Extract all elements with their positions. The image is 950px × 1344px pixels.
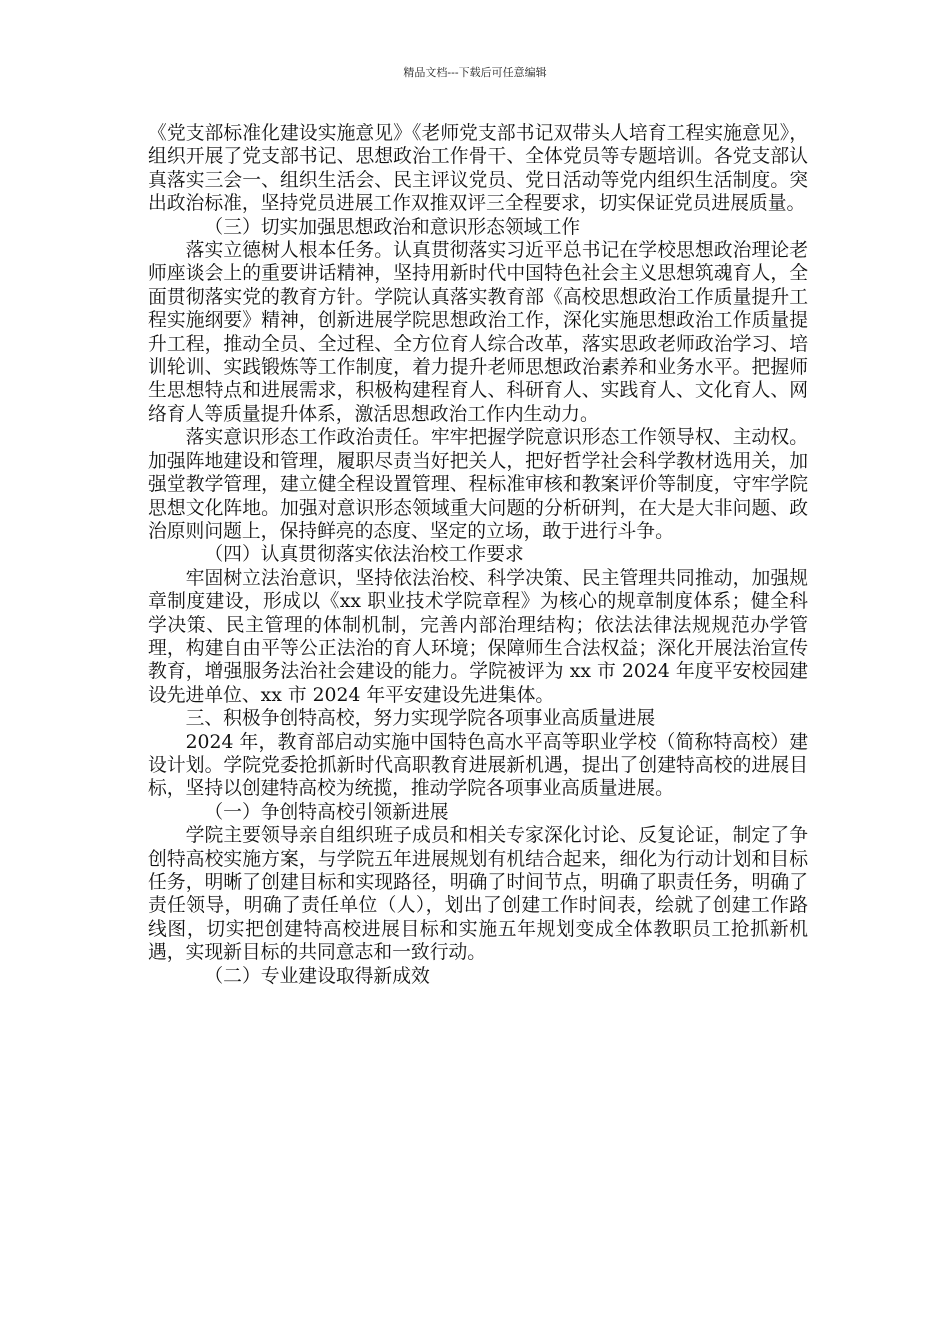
section-heading: （二）专业建设取得新成效 bbox=[204, 965, 430, 987]
chapter-heading: 三、积极争创特高校，努力实现学院各项事业高质量进展 bbox=[185, 708, 656, 730]
paragraph: 学院主要领导亲自组织班子成员和相关专家深化讨论、反复论证，制定了争创特高校实施方案，与学院五年进展规划有机结合起来，细化为行动计划和目标任务，明晰了创建目标和实现路径，明确了时间节点，明确了职责任务，明确了责任领导，明确了责任单位（人），划出了创建工作时间表，绘就了创建工作路线图，切实把创建特高校进展目标和实施五年规划变成全体教职员工抢抓新机遇，实现新目标的共同意志和一致行动。 bbox=[148, 825, 808, 964]
paragraph: 《党支部标准化建设实施意见》《老师党支部书记双带头人培育工程实施意见》，组织开展了党支部书记、思想政治工作骨干、全体党员等专题培训。各党支部认真落实三会一、组织生活会、民主评议党员、党日活动等党内组织生活制度。突出政治标准，坚持党员进展工作双推双评三全程要求，切实保证党员进展质量。 bbox=[148, 123, 808, 215]
section-heading: （一）争创特高校引领新进展 bbox=[204, 801, 449, 823]
paragraph: 落实意识形态工作政治责任。牢牢把握学院意识形态工作领导权、主动权。加强阵地建设和管理，履职尽责当好把关人，把好哲学社会科学教材选用关，加强堂教学管理，建立健全程设置管理、程标准审核和教案评价等制度，守牢学院思想文化阵地。加强对意识形态领域重大问题的分析研判，在大是大非问题、政治原则问题上，保持鲜亮的态度、坚定的立场，敢于进行斗争。 bbox=[148, 427, 808, 542]
paragraph: 2024 年，教育部启动实施中国特色高水平高等职业学校（简称特高校）建设计划。学院党委抢抓新时代高职教育进展新机遇，提出了创建特高校的进展目标，坚持以创建特高校为统揽，推动学院各项事业高质量进展。 bbox=[148, 731, 808, 800]
section-heading: （三）切实加强思想政治和意识形态领域工作 bbox=[204, 216, 581, 238]
page-header: 精品文档---下载后可任意编辑 bbox=[403, 66, 547, 79]
paragraph: 牢固树立法治意识，坚持依法治校、科学决策、民主管理共同推动，加强规章制度建设，形成以《xx 职业技术学院章程》为核心的规章制度体系；健全科学决策、民主管理的体制机制，完善内部治理结构；依法法律法规规范办学管理，构建自由平等公正法治的育人环境；保障师生合法权益；深化开展法治宣传教育，增强服务法治社会建设的能力。学院被评为 xx 市 2024 年度平安校园建设先进单位、xx 市 2024 年平安建设先进集体。 bbox=[148, 567, 808, 706]
paragraph: 落实立德树人根本任务。认真贯彻落实习近平总书记在学校思想政治理论老师座谈会上的重要讲话精神，坚持用新时代中国特色社会主义思想筑魂育人，全面贯彻落实党的教育方针。学院认真落实教育部《高校思想政治工作质量提升工程实施纲要》精神，创新进展学院思想政治工作，深化实施思想政治工作质量提升工程，推动全员、全过程、全方位育人综合改革，落实思政老师政治学习、培训轮训、实践锻炼等工作制度，着力提升老师思想政治素养和业务水平。把握师生思想特点和进展需求，积极构建程育人、科研育人、实践育人、文化育人、网络育人等质量提升体系，激活思想政治工作内生动力。 bbox=[148, 240, 808, 425]
document-body bbox=[148, 122, 808, 988]
section-heading: （四）认真贯彻落实依法治校工作要求 bbox=[204, 544, 524, 566]
